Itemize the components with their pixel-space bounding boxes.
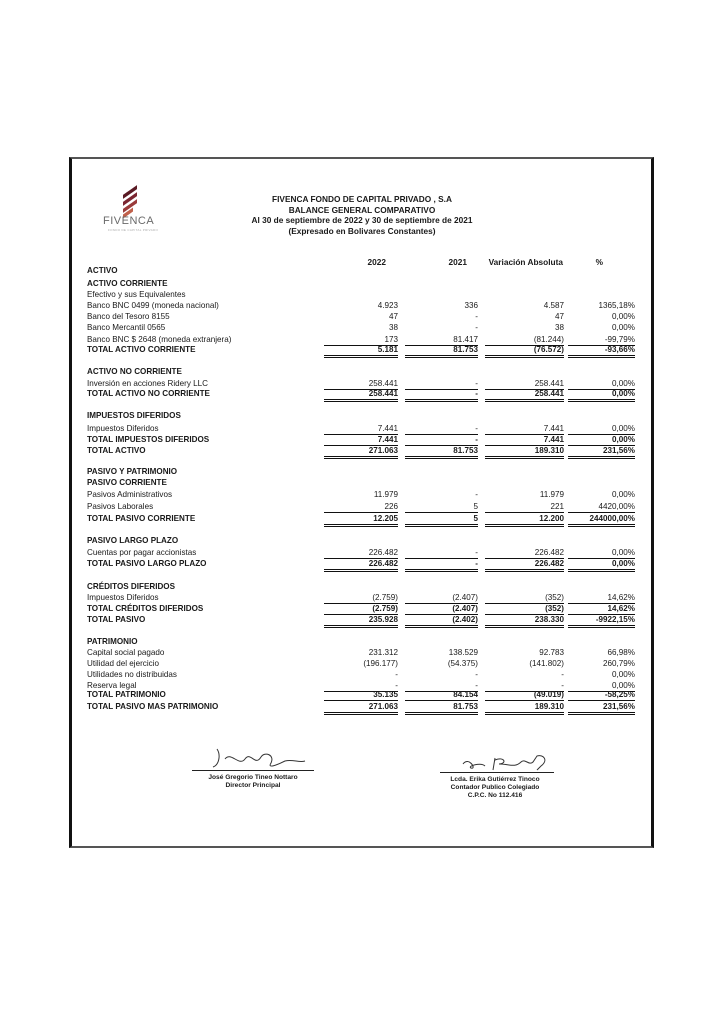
row-label: ACTIVO [87, 266, 118, 275]
table-row [87, 689, 637, 700]
value-2022: 5.181 [324, 344, 398, 358]
report-title: BALANCE GENERAL COMPARATIVO [288, 204, 436, 215]
value-2022: 258.441 [324, 388, 398, 402]
value-percent: 0,00% [568, 388, 635, 402]
row-label: TOTAL PASIVO LARGO PLAZO [87, 559, 207, 568]
value-percent: 0,00% [568, 378, 635, 390]
value-variacion: 38 [554, 323, 564, 332]
signature-accountant-icon [455, 752, 555, 774]
value-percent: 0,00% [568, 423, 635, 435]
value-2021: 84.154 [405, 689, 478, 701]
signature-director-icon [205, 745, 315, 771]
value-variacion: 258.441 [485, 378, 564, 390]
value-percent: -58,25% [568, 689, 635, 701]
value-2021: - [405, 558, 478, 572]
value-variacion: - [561, 670, 564, 679]
value-variacion: - [485, 680, 564, 692]
company-name: FIVENCA FONDO DE CAPITAL PRIVADO , S.A [272, 194, 452, 204]
table-row [87, 547, 637, 558]
value-variacion: 226.482 [485, 558, 564, 572]
value-percent: -9922,15% [568, 614, 635, 628]
row-label: Pasivos Laborales [87, 502, 154, 511]
value-variacion: (352) [485, 603, 564, 615]
value-variacion: 7.441 [485, 423, 564, 435]
value-variacion: 11.979 [539, 490, 564, 499]
row-label: PASIVO Y PATRIMONIO [87, 467, 178, 476]
value-2021: (2.407) [405, 592, 478, 604]
table-row [87, 603, 637, 614]
value-percent: 14,62% [568, 592, 635, 604]
section-heading [87, 466, 637, 477]
section-heading [87, 477, 637, 488]
value-2022: 7.441 [324, 423, 398, 435]
row-label: Impuestos Diferidos [87, 424, 159, 433]
value-percent: 0,00% [612, 490, 635, 499]
value-2021: - [475, 670, 478, 679]
value-2022: 12.205 [324, 513, 398, 527]
row-label: Pasivos Administrativos [87, 490, 173, 499]
value-percent: 231,56% [568, 701, 635, 715]
report-currency: (Expresado en Bolivares Constantes) [288, 225, 436, 236]
value-2022: 38 [388, 323, 398, 332]
value-2021: - [405, 434, 478, 446]
value-2022: 7.441 [324, 434, 398, 446]
section-heading [87, 366, 637, 377]
row-label: TOTAL IMPUESTOS DIFERIDOS [87, 435, 210, 444]
table-row [87, 434, 637, 445]
value-variacion: (76.572) [485, 344, 564, 358]
value-percent: 260,79% [603, 659, 635, 668]
row-label: TOTAL PATRIMONIO [87, 690, 166, 699]
table-row [87, 701, 637, 712]
row-label: ACTIVO CORRIENTE [87, 279, 168, 288]
column-header-2021: 2021 [448, 257, 467, 267]
value-percent: 0,00% [568, 547, 635, 559]
value-variacion: 258.441 [485, 388, 564, 402]
column-header-percent: % [595, 257, 603, 267]
row-label: ACTIVO NO CORRIENTE [87, 367, 182, 376]
row-label: Cuentas por pagar accionistas [87, 548, 197, 557]
value-variacion: (141.802) [529, 659, 564, 668]
value-variacion: 47 [554, 312, 564, 321]
value-2021: 81.753 [405, 701, 478, 715]
value-percent: 0,00% [612, 312, 635, 321]
row-label: Impuestos Diferidos [87, 593, 159, 602]
table-row [87, 445, 637, 456]
value-variacion: (352) [485, 592, 564, 604]
value-2022: 35.135 [324, 689, 398, 701]
table-row [87, 501, 637, 512]
value-2022: 258.441 [324, 378, 398, 390]
value-2022: 226.482 [324, 547, 398, 559]
table-row [87, 658, 637, 669]
row-label: CRÉDITOS DIFERIDOS [87, 582, 175, 591]
value-2022: 11.979 [373, 490, 398, 499]
row-label: Efectivo y sus Equivalentes [87, 290, 186, 299]
value-percent: 4420,00% [568, 501, 635, 513]
value-2022: - [395, 670, 398, 679]
section-heading [87, 265, 637, 276]
value-percent: 0,00% [568, 680, 635, 692]
value-2021: (2.407) [405, 603, 478, 615]
value-2021: - [405, 388, 478, 402]
signature-block-accountant [420, 776, 570, 800]
value-2022: 47 [388, 312, 398, 321]
value-percent: 66,98% [607, 648, 635, 657]
director-name: José Gregorio Tineo Nottaro [208, 774, 298, 781]
column-header-2022: 2022 [367, 257, 386, 267]
value-2021: (54.375) [447, 659, 478, 668]
row-label: PASIVO CORRIENTE [87, 478, 167, 487]
value-2021: - [475, 490, 478, 499]
logo-name: FIVENCA [103, 215, 155, 227]
value-2022: (196.177) [363, 659, 398, 668]
value-2022: 226 [324, 501, 398, 513]
value-variacion: 92.783 [539, 648, 564, 657]
table-row [87, 322, 637, 333]
row-label: Capital social pagado [87, 648, 165, 657]
value-2021: 336 [464, 301, 478, 310]
row-label: Utilidad del ejercicio [87, 659, 159, 668]
section-heading [87, 278, 637, 289]
value-2021: - [405, 423, 478, 435]
section-heading [87, 581, 637, 592]
value-variacion: 221 [485, 501, 564, 513]
table-row [87, 423, 637, 434]
column-header-variacion: Variación Absoluta [488, 257, 563, 267]
row-label: TOTAL CRÉDITOS DIFERIDOS [87, 604, 204, 613]
value-variacion: 189.310 [485, 701, 564, 715]
table-row [87, 300, 637, 311]
value-variacion: 12.200 [485, 513, 564, 527]
table-row [87, 344, 637, 355]
signature-line-director [192, 770, 314, 771]
row-label: TOTAL PASIVO [87, 615, 146, 624]
table-row [87, 513, 637, 524]
value-2021: 5 [405, 501, 478, 513]
value-percent: 1365,18% [598, 301, 635, 310]
logo-subtitle: FONDO DE CAPITAL PRIVADO [108, 228, 159, 232]
value-2022: (2.759) [324, 603, 398, 615]
value-variacion: 189.310 [485, 445, 564, 459]
value-2021: - [405, 378, 478, 390]
accountant-title: Contador Publico Colegiado [450, 784, 540, 791]
row-label: TOTAL ACTIVO CORRIENTE [87, 345, 196, 354]
value-2021: 81.417 [405, 334, 478, 346]
document-header [230, 194, 494, 236]
row-label: TOTAL ACTIVO NO CORRIENTE [87, 389, 210, 398]
value-2021: - [475, 323, 478, 332]
row-label: TOTAL PASIVO CORRIENTE [87, 514, 196, 523]
table-row [87, 669, 637, 680]
row-label: Banco Mercantil 0565 [87, 323, 166, 332]
row-label: IMPUESTOS DIFERIDOS [87, 411, 181, 420]
value-percent: 0,00% [612, 670, 635, 679]
table-row [87, 592, 637, 603]
value-2022: (2.759) [324, 592, 398, 604]
value-percent: 244000,00% [568, 513, 635, 527]
value-2021: - [475, 312, 478, 321]
row-label: PATRIMONIO [87, 637, 138, 646]
row-label: Banco del Tesoro 8155 [87, 312, 170, 321]
value-2022: 231.312 [368, 648, 398, 657]
value-percent: 0,00% [612, 323, 635, 332]
accountant-name: Lcda. Erika Gutiérrez Tinoco [450, 776, 540, 783]
value-percent: 0,00% [568, 558, 635, 572]
value-variacion: 4.587 [543, 301, 564, 310]
row-label: Utilidades no distribuidas [87, 670, 177, 679]
value-2022: 173 [324, 334, 398, 346]
value-2021: - [405, 680, 478, 692]
value-2022: 271.063 [324, 701, 398, 715]
accountant-license: C.P.C. No 112.416 [467, 792, 523, 799]
value-2021: (2.402) [405, 614, 478, 628]
table-row [87, 311, 637, 322]
value-2021: 138.529 [448, 648, 478, 657]
value-variacion: 238.330 [485, 614, 564, 628]
table-row [87, 614, 637, 625]
value-2021: 81.753 [405, 344, 478, 358]
row-label: Reserva legal [87, 681, 137, 690]
value-2022: 271.063 [324, 445, 398, 459]
value-percent: -99,79% [568, 334, 635, 346]
row-label: PASIVO LARGO PLAZO [87, 536, 179, 545]
value-2022: - [324, 680, 398, 692]
value-percent: 0,00% [568, 434, 635, 446]
value-variacion: (49.019) [485, 689, 564, 701]
row-label: Banco BNC $ 2648 (moneda extranjera) [87, 335, 232, 344]
report-period: Al 30 de septiembre de 2022 y 30 de septiembre de 2021 [251, 215, 473, 225]
value-variacion: (81.244) [485, 334, 564, 346]
value-2022: 235.928 [324, 614, 398, 628]
section-heading [87, 289, 637, 300]
table-row [87, 388, 637, 399]
value-percent: -93,66% [568, 344, 635, 358]
section-heading [87, 410, 637, 421]
row-label: TOTAL ACTIVO [87, 446, 146, 455]
value-2022: 4.923 [377, 301, 398, 310]
value-2021: - [405, 547, 478, 559]
section-heading [87, 636, 637, 647]
row-label: TOTAL PASIVO MAS PATRIMONIO [87, 702, 219, 711]
signature-block-director [180, 774, 326, 790]
table-row [87, 558, 637, 569]
value-percent: 231,56% [568, 445, 635, 459]
row-label: Inversión en acciones Ridery LLC [87, 379, 209, 388]
value-2022: 226.482 [324, 558, 398, 572]
value-2021: 5 [405, 513, 478, 527]
section-heading [87, 535, 637, 546]
signature-line-accountant [440, 772, 554, 773]
director-title: Director Principal [225, 782, 281, 789]
value-percent: 14,62% [568, 603, 635, 615]
value-variacion: 7.441 [485, 434, 564, 446]
table-row [87, 489, 637, 500]
table-row [87, 647, 637, 658]
value-variacion: 226.482 [485, 547, 564, 559]
row-label: Banco BNC 0499 (moneda nacional) [87, 301, 219, 310]
value-2021: 81.753 [405, 445, 478, 459]
